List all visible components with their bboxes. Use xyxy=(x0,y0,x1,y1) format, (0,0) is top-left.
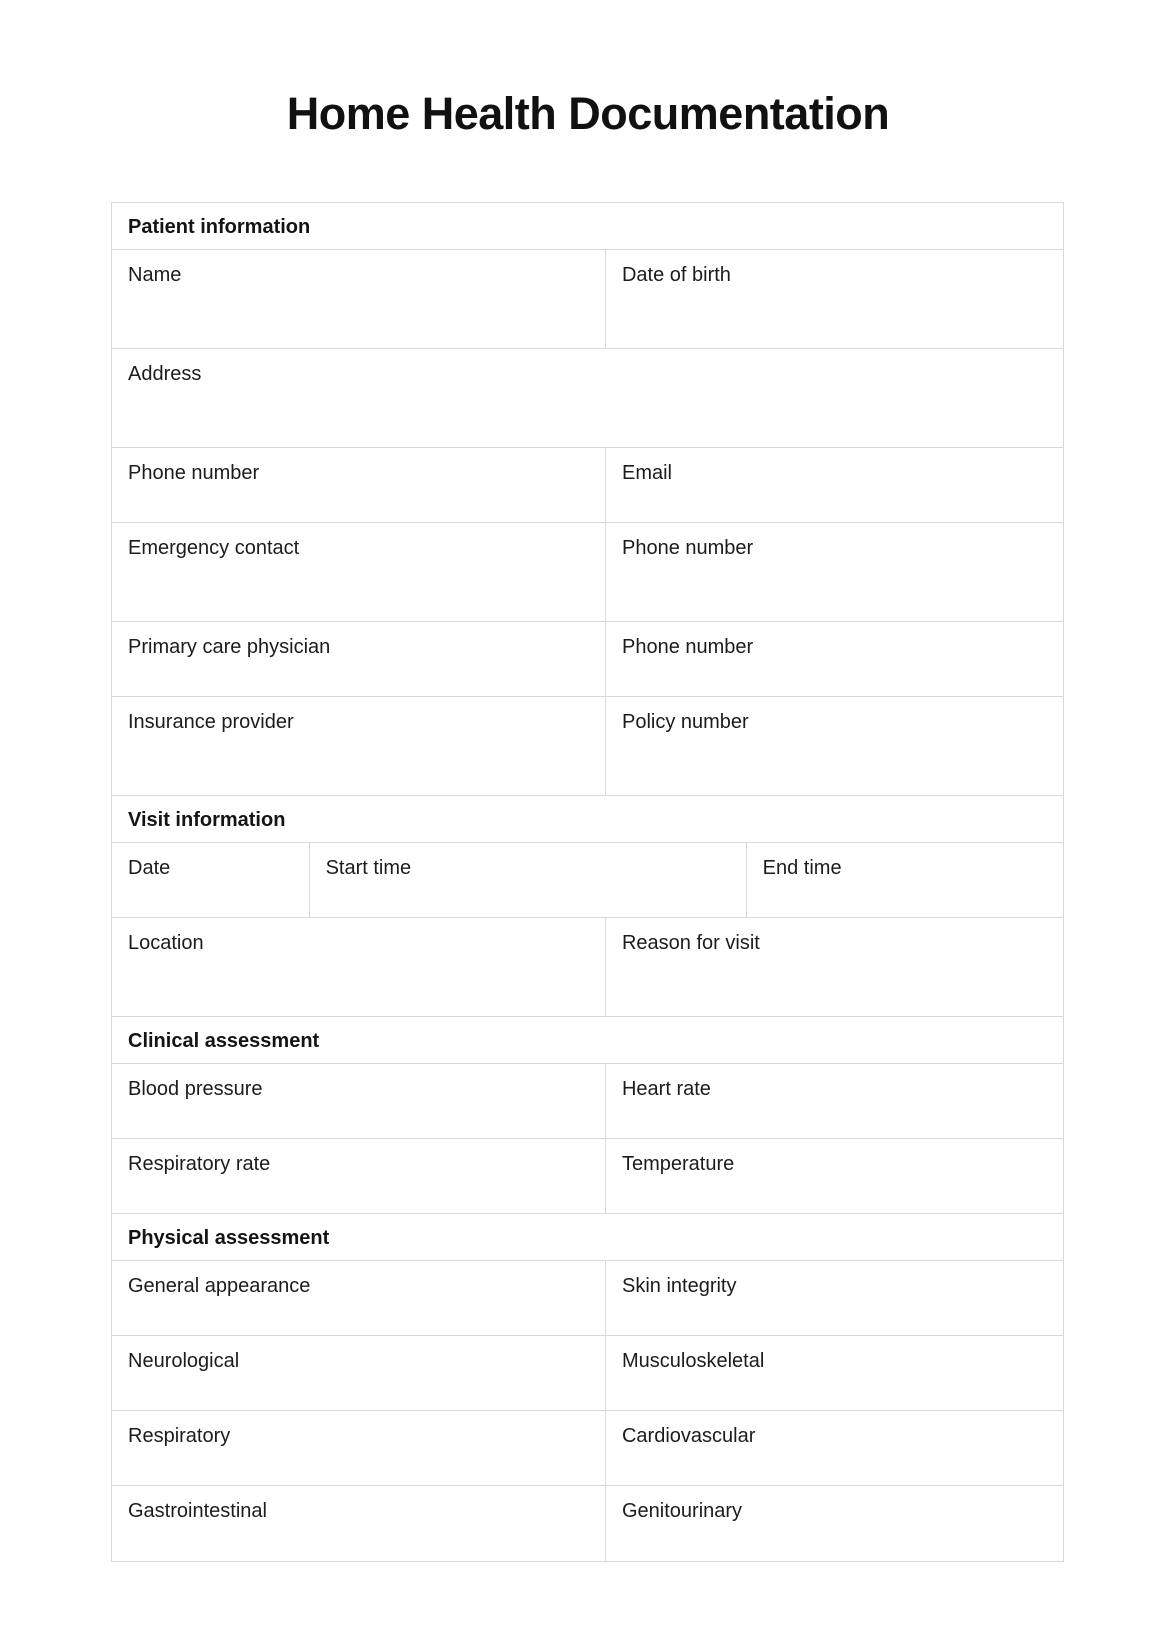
row-appearance-skin xyxy=(112,1261,1063,1336)
field-start-time[interactable] xyxy=(309,843,746,917)
field-heart-rate[interactable] xyxy=(605,1064,1063,1138)
field-date-of-birth[interactable] xyxy=(605,250,1063,348)
row-neuro-musculo xyxy=(112,1336,1063,1411)
field-gastrointestinal-label: Gastrointestinal xyxy=(128,1500,267,1522)
field-skin-integrity-label: Skin integrity xyxy=(621,1275,737,1297)
section-title-patient-information: Patient information xyxy=(128,216,311,238)
field-end-time-label: End time xyxy=(762,857,842,879)
row-gastro-genito xyxy=(112,1486,1063,1561)
field-musculoskeletal-label: Musculoskeletal xyxy=(621,1350,765,1372)
field-genitourinary[interactable] xyxy=(605,1486,1063,1561)
field-respiratory-label: Respiratory xyxy=(128,1425,231,1447)
row-rr-temp xyxy=(112,1139,1063,1214)
row-insurance xyxy=(112,697,1063,796)
section-header-physical-assessment xyxy=(112,1214,1063,1261)
field-emergency-contact-label: Emergency contact xyxy=(128,537,300,559)
field-emergency-phone-label: Phone number xyxy=(621,537,754,559)
field-email[interactable] xyxy=(605,448,1063,522)
row-name-dob xyxy=(112,250,1063,349)
field-email-label: Email xyxy=(621,462,672,484)
field-respiratory-rate[interactable] xyxy=(112,1139,605,1213)
field-temperature[interactable] xyxy=(605,1139,1063,1213)
home-health-form xyxy=(111,202,1064,1562)
row-bp-hr xyxy=(112,1064,1063,1139)
section-header-visit-information xyxy=(112,796,1063,843)
field-start-time-label: Start time xyxy=(325,857,412,879)
field-name-label: Name xyxy=(128,264,182,286)
field-cardiovascular-label: Cardiovascular xyxy=(621,1425,756,1447)
row-date-times xyxy=(112,843,1063,918)
section-header-patient-information xyxy=(112,203,1063,250)
field-primary-care-physician[interactable] xyxy=(112,622,605,696)
field-heart-rate-label: Heart rate xyxy=(621,1078,711,1100)
field-date-of-birth-label: Date of birth xyxy=(621,264,731,286)
section-title-clinical-assessment: Clinical assessment xyxy=(128,1030,320,1052)
field-primary-care-physician-label: Primary care physician xyxy=(128,636,331,658)
field-policy-number-label: Policy number xyxy=(621,711,749,733)
field-blood-pressure[interactable] xyxy=(112,1064,605,1138)
row-primary-care-physician xyxy=(112,622,1063,697)
field-location[interactable] xyxy=(112,918,605,1016)
row-phone-email xyxy=(112,448,1063,523)
field-genitourinary-label: Genitourinary xyxy=(621,1500,743,1522)
field-general-appearance-label: General appearance xyxy=(128,1275,311,1297)
row-emergency-contact xyxy=(112,523,1063,622)
row-respiratory-cardio xyxy=(112,1411,1063,1486)
field-physician-phone-label: Phone number xyxy=(621,636,754,658)
field-temperature-label: Temperature xyxy=(621,1153,735,1175)
field-physician-phone[interactable] xyxy=(605,622,1063,696)
field-cardiovascular[interactable] xyxy=(605,1411,1063,1485)
row-location-reason xyxy=(112,918,1063,1017)
field-blood-pressure-label: Blood pressure xyxy=(128,1078,263,1100)
page-title: Home Health Documentation xyxy=(286,88,890,139)
field-visit-date[interactable] xyxy=(112,843,309,917)
field-phone-number[interactable] xyxy=(112,448,605,522)
field-neurological[interactable] xyxy=(112,1336,605,1410)
field-reason-for-visit-label: Reason for visit xyxy=(621,932,760,954)
field-emergency-contact[interactable] xyxy=(112,523,605,621)
field-insurance-provider-label: Insurance provider xyxy=(128,711,294,733)
field-location-label: Location xyxy=(128,932,204,954)
field-skin-integrity[interactable] xyxy=(605,1261,1063,1335)
field-respiratory-rate-label: Respiratory rate xyxy=(128,1153,271,1175)
field-visit-date-label: Date xyxy=(128,857,171,879)
field-address-label: Address xyxy=(128,363,202,385)
field-insurance-provider[interactable] xyxy=(112,697,605,795)
field-respiratory[interactable] xyxy=(112,1411,605,1485)
field-phone-number-label: Phone number xyxy=(128,462,260,484)
section-title-visit-information: Visit information xyxy=(128,809,286,831)
field-general-appearance[interactable] xyxy=(112,1261,605,1335)
field-end-time[interactable] xyxy=(746,843,1063,917)
field-address[interactable] xyxy=(112,349,1063,447)
field-neurological-label: Neurological xyxy=(128,1350,240,1372)
section-title-physical-assessment: Physical assessment xyxy=(128,1227,330,1249)
field-emergency-phone[interactable] xyxy=(605,523,1063,621)
field-name[interactable] xyxy=(112,250,605,348)
field-musculoskeletal[interactable] xyxy=(605,1336,1063,1410)
row-address xyxy=(112,349,1063,448)
section-header-clinical-assessment xyxy=(112,1017,1063,1064)
field-policy-number[interactable] xyxy=(605,697,1063,795)
field-gastrointestinal[interactable] xyxy=(112,1486,605,1561)
field-reason-for-visit[interactable] xyxy=(605,918,1063,1016)
